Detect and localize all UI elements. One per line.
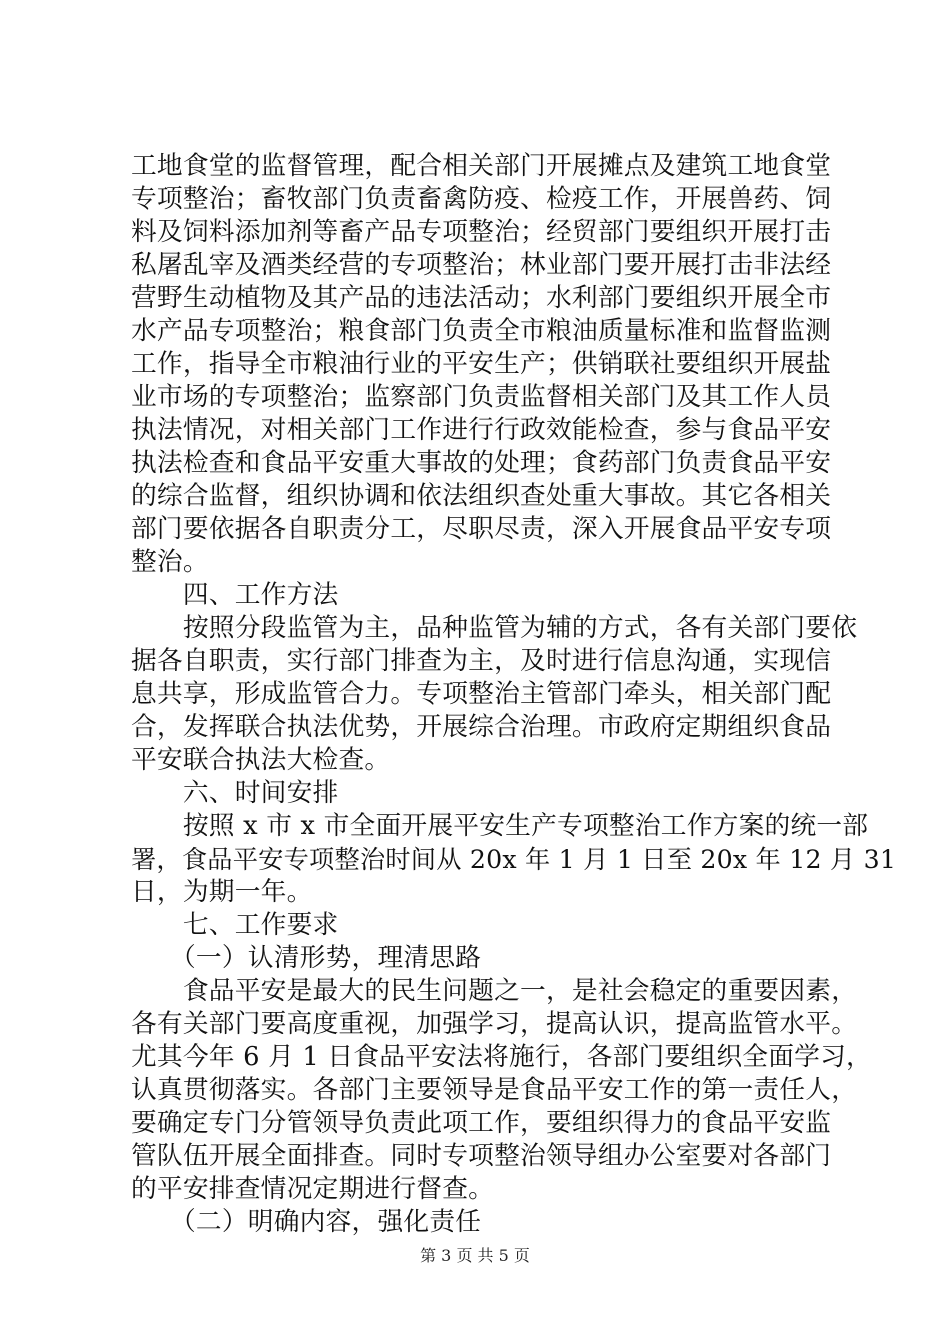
body-text-line: 部门要依据各自职责分工，尽职尽责，深入开展食品平安专项	[131, 514, 832, 544]
body-text-line: 据各自职责，实行部门排查为主，及时进行信息沟通，实现信	[131, 646, 832, 676]
body-text-line: 水产品专项整治；粮食部门负责全市粮油质量标准和监督监测	[131, 316, 832, 346]
body-text-line: 业市场的专项整治；监察部门负责监督相关部门及其工作人员	[131, 382, 832, 412]
body-text-line: 按照 x 市 x 市全面开展平安生产专项整治工作方案的统一部	[131, 811, 869, 841]
body-text-line: 执法情况，对相关部门工作进行行政效能检查，参与食品平安	[131, 415, 832, 445]
body-text-line: 各有关部门要高度重视，加强学习，提高认识，提高监管水平。	[131, 1009, 858, 1039]
body-text-line: 要确定专门分管领导负责此项工作，要组织得力的食品平安监	[131, 1108, 832, 1138]
section-heading: 六、时间安排	[131, 778, 339, 808]
section-heading: 四、工作方法	[131, 580, 339, 610]
subsection-heading: （一）认清形势，理清思路	[131, 943, 482, 973]
body-text-line: 按照分段监管为主，品种监管为辅的方式，各有关部门要依	[131, 613, 858, 643]
body-text-line: 平安联合执法大检查。	[131, 745, 391, 775]
section-heading: 七、工作要求	[131, 910, 339, 940]
body-text-line: 尤其今年 6 月 1 日食品平安法将施行，各部门要组织全面学习，	[131, 1042, 872, 1072]
body-text-line: 整治。	[131, 547, 209, 577]
body-text-line: 的综合监督，组织协调和依法组织查处重大事故。其它各相关	[131, 481, 832, 511]
body-text-line: 工作，指导全市粮油行业的平安生产；供销联社要组织开展盐	[131, 349, 832, 379]
body-text-line: 食品平安是最大的民生问题之一，是社会稳定的重要因素，	[131, 976, 858, 1006]
body-text-line: 专项整治；畜牧部门负责畜禽防疫、检疫工作，开展兽药、饲	[131, 184, 832, 214]
body-text-line: 管队伍开展全面排查。同时专项整治领导组办公室要对各部门	[131, 1141, 832, 1171]
body-text-line: 署，食品平安专项整治时间从 20x 年 1 月 1 日至 20x 年 12 月 31	[131, 845, 897, 874]
subsection-heading: （二）明确内容，强化责任	[131, 1207, 482, 1237]
body-text-line: 执法检查和食品平安重大事故的处理；食药部门负责食品平安	[131, 448, 832, 478]
page-number-footer: 第 3 页 共 5 页	[420, 1246, 530, 1265]
body-text-line: 认真贯彻落实。各部门主要领导是食品平安工作的第一责任人，	[131, 1075, 858, 1105]
body-text-line: 料及饲料添加剂等畜产品专项整治；经贸部门要组织开展打击	[131, 217, 832, 247]
body-text-line: 的平安排查情况定期进行督查。	[131, 1174, 495, 1204]
body-text-line: 营野生动植物及其产品的违法活动；水利部门要组织开展全市	[131, 283, 832, 313]
body-text-line: 合，发挥联合执法优势，开展综合治理。市政府定期组织食品	[131, 712, 832, 742]
body-text-line: 息共享，形成监管合力。专项整治主管部门牵头，相关部门配	[131, 679, 832, 709]
body-text-line: 工地食堂的监督管理，配合相关部门开展摊点及建筑工地食堂	[131, 151, 832, 181]
body-text-line: 私屠乱宰及酒类经营的专项整治；林业部门要开展打击非法经	[131, 250, 832, 280]
body-text-line: 日，为期一年。	[131, 877, 313, 907]
